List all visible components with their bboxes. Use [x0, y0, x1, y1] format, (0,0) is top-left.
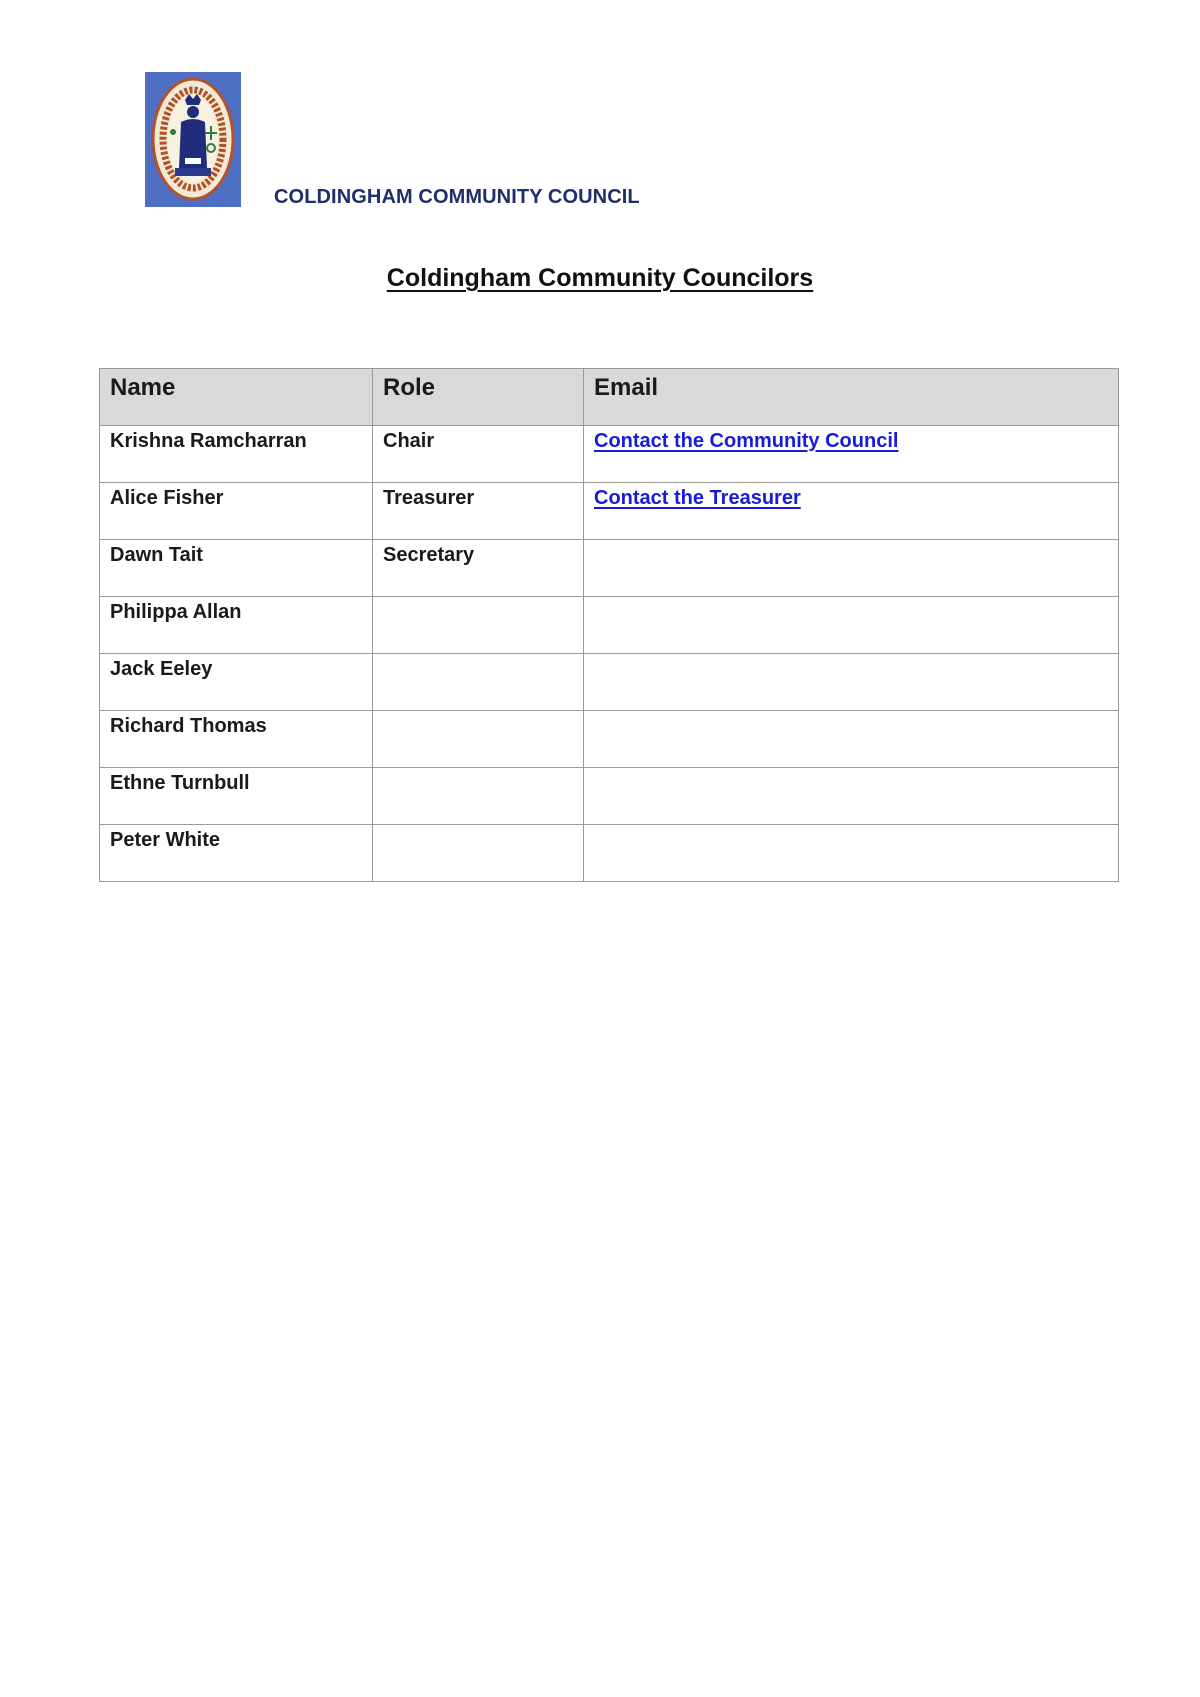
table-header-row [100, 369, 1119, 426]
councillor-role: Treasurer [373, 483, 584, 540]
councillor-email-cell [584, 825, 1119, 882]
councillor-name: Philippa Allan [100, 597, 373, 654]
organization-name: COLDINGHAM COMMUNITY COUNCIL [274, 186, 640, 208]
page-title [0, 264, 1200, 293]
contact-community-council-link[interactable]: Contact the Community Council [594, 430, 899, 452]
councillor-name: Richard Thomas [100, 711, 373, 768]
councillor-name: Krishna Ramcharran [100, 426, 373, 483]
councillor-role: Chair [373, 426, 584, 483]
councillor-name: Dawn Tait [100, 540, 373, 597]
councillor-name: Alice Fisher [100, 483, 373, 540]
councillor-name: Peter White [100, 825, 373, 882]
councillor-email-cell [584, 768, 1119, 825]
councillor-email-cell [584, 426, 1119, 483]
councillor-email-cell [584, 654, 1119, 711]
table-row [100, 825, 1119, 882]
table-row [100, 540, 1119, 597]
councillors-table [99, 368, 1119, 882]
page-title-text: Coldingham Community Councilors [386, 264, 814, 292]
councillor-role [373, 711, 584, 768]
contact-treasurer-link[interactable]: Contact the Treasurer [594, 487, 801, 509]
councillor-name: Ethne Turnbull [100, 768, 373, 825]
table-row [100, 597, 1119, 654]
column-header-role: Role [373, 369, 584, 426]
councillor-role [373, 825, 584, 882]
table-row [100, 483, 1119, 540]
councillor-name: Jack Eeley [100, 654, 373, 711]
table-row [100, 768, 1119, 825]
councillor-role [373, 597, 584, 654]
council-seal-icon [145, 72, 241, 207]
councillor-role: Secretary [373, 540, 584, 597]
column-header-email: Email [584, 369, 1119, 426]
table-row [100, 426, 1119, 483]
column-header-name: Name [100, 369, 373, 426]
council-seal-logo [145, 72, 241, 207]
councillor-email-cell [584, 711, 1119, 768]
table-row [100, 711, 1119, 768]
councillor-role [373, 768, 584, 825]
councillor-role [373, 654, 584, 711]
councillor-email-cell [584, 483, 1119, 540]
councillor-email-cell [584, 540, 1119, 597]
councillor-email-cell [584, 597, 1119, 654]
table-row [100, 654, 1119, 711]
